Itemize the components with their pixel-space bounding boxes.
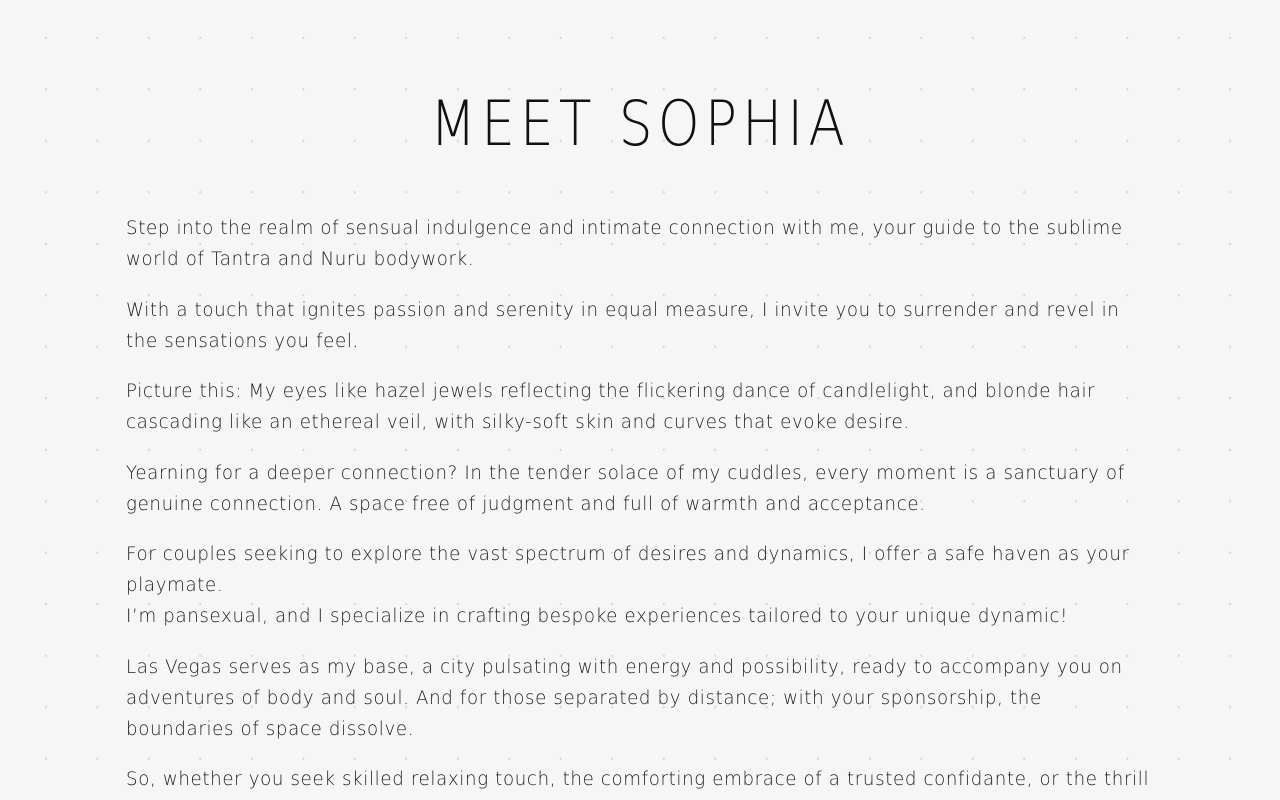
bio-paragraph-location: Las Vegas serves as my base, a city pulsating with energy and possibility, ready to accompany you on adventures of body and soul. And for those separated by distance; with your sponsorship, the boundaries of space dissolve. <box>126 656 1123 740</box>
couples-line-2: I’m pansexual, and I specialize in crafting bespoke experiences tailored to your unique dynamic! <box>126 606 1069 627</box>
bio-paragraph-connection: Yearning for a deeper connection? In the tender solace of my cuddles, every moment is a sanctuary of genuine connection. A space free of judgment and full of warmth and acceptance. <box>126 462 1125 515</box>
couples-line-1: For couples seeking to explore the vast spectrum of desires and dynamics, I offer a safe haven as your playmate. <box>126 544 1130 596</box>
bio-paragraph-appearance: Picture this: My eyes like hazel jewels reflecting the flickering dance of candlelight, and blonde hair cascading like an ethereal veil, with silky-soft skin and curves that evoke desire. <box>126 381 1096 433</box>
bio-paragraph-closing: So, whether you seek skilled relaxing touch, the comforting embrace of a trusted confidante, or the thrill <box>126 769 1150 790</box>
bio-content <box>126 213 1156 800</box>
bio-paragraph-intro: Step into the realm of sensual indulgence and intimate connection with me, your guide to the sublime world of Tantra and Nuru bodywork. <box>126 218 1123 270</box>
bio-paragraph-touch: With a touch that ignites passion and serenity in equal measure, I invite you to surrender and revel in the sensations you feel. <box>126 299 1120 352</box>
page-title: MEET SOPHIA <box>430 87 850 160</box>
bio-paragraph-couples <box>126 539 1156 632</box>
